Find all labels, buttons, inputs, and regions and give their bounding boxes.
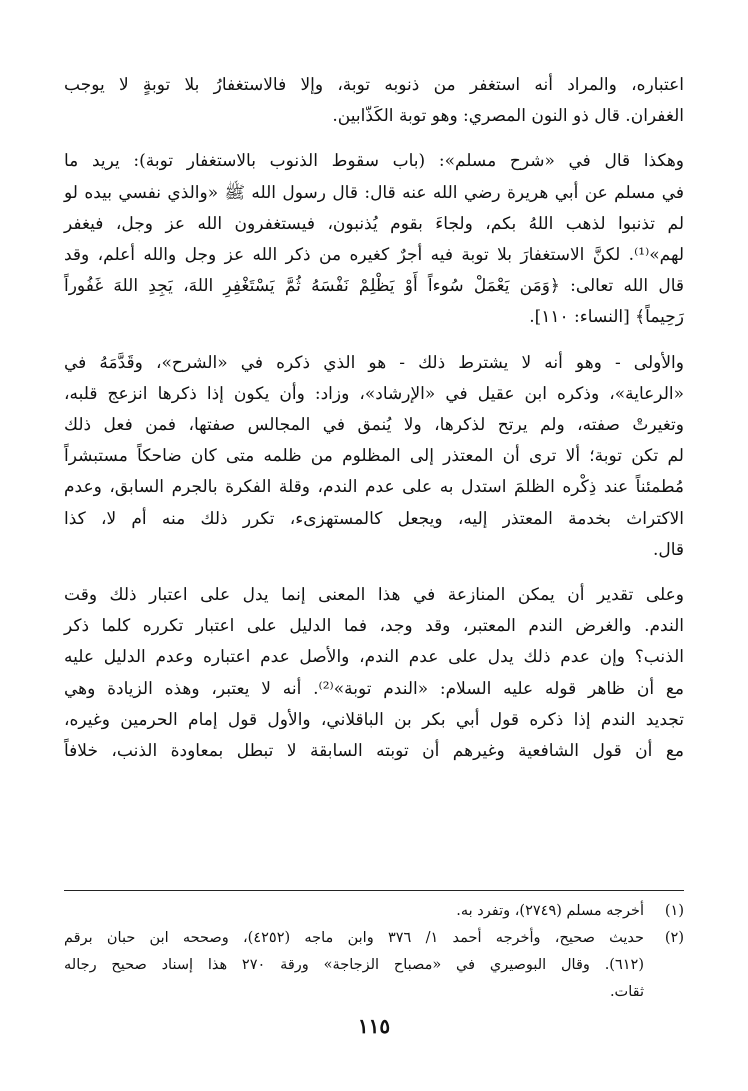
paragraph [64,70,684,132]
text-line: لهم»⁽¹⁾. لكنَّ الاستغفارَ بلا توبة فيه أجرٌ كغيره من ذكر الله عز وجل والله أعلم، وقد [64,245,684,266]
footnote [64,925,684,1006]
text-line: لم تذنبوا لذهب اللهُ بكم، ولجاءَ بقوم يُذنبون، فيستغفرون الله عز وجل، فيغفر [64,213,684,234]
main-text [64,70,684,781]
text-line: مع أن قول الشافعية وغيرهم أن توبته السابقة لا تبطل بمعاودة الذنب، خلافاً [64,741,684,762]
paragraph [64,348,684,566]
text-line: لم تكن توبة؛ ألا ترى أن المعتذر إلى المظلوم من ظلمه متى كان ضاحكاً مستبشراً [64,446,684,467]
footnote [64,898,684,925]
paragraph [64,146,684,333]
footnote-text [64,898,644,925]
text-line: والأولى - وهو أنه لا يشترط ذلك - هو الذي ذكره في «الشرح»، وقَدَّمَهُ في [64,352,684,373]
paragraph [64,580,684,767]
text-line: وعلى تقدير أن يمكن المنازعة في هذا المعنى إنما يدل على اعتبار ذلك وقت [64,585,684,606]
page-number: ١١٥ [357,1014,391,1038]
footnote-number: (١) [664,903,684,919]
text-line: في مسلم عن أبي هريرة رضي الله عنه قال: قال رسول الله ﷺ «والذي نفسي بيده لو [64,182,684,203]
text-line: مُطمئناً عند ذِكْره الظلمَ استدل به على عدم الندم، وقلة الفكرة بالجرم السابق، وعدم [64,477,684,498]
text-line: اعتباره، والمراد أنه استغفر من ذنوبه توبة، وإلا فالاستغفارُ بلا توبةٍ لا يوجب [64,75,684,95]
footnote-line: أخرجه مسلم (٢٧٤٩)، وتفرد به. [456,903,644,919]
text-line: وهكذا قال في «شرح مسلم»: (باب سقوط الذنوب بالاستغفار توبة): يريد ما [64,151,684,172]
text-line: الندم. والغرض الندم المعتبر، وقد وجد، فما الدليل على اعتبار تكرره كلما ذكر [64,616,684,637]
text-line: «الرعاية»، وذكره ابن عقيل في «الإرشاد»، وزاد: وأن يكون إذا ذكرها انزعج قلبه، [64,383,684,404]
text-line: الذنب؟ وإن عدم ذلك يدل على عدم الندم، والأصل عدم اعتباره وعدم الدليل عليه [64,647,684,668]
quran-verse-line: رَحِيماً﴾ [النساء: ١١٠]. [529,307,684,328]
quran-verse-line: قال الله تعالى: ﴿وَمَن يَعْمَلْ سُوءاً أَوْ يَظْلِمْ نَفْسَهُ ثُمَّ يَسْتَغْفِرِ اللهَ، يَجِدِ اللهَ غَفُوراً [64,276,684,297]
footnote-divider [64,890,684,891]
footnotes [64,898,684,1006]
text-line: قال. [652,539,684,560]
text-line: وتغيرتْ صفته، ولم يرتح لذكرها، ولا يُنمق في المجالس صفتها، فمن فعل ذلك [64,415,684,436]
text-line: تجديد الندم إذا ذكره قول أبي بكر بن الباقلاني، والأول قول إمام الحرمين وغيره، [64,709,684,730]
footnote-line: (٦١٢). وقال البوصيري في «مصباح الزجاجة» ورقة ٢٧٠ هذا إسناد صحيح رجاله [64,957,645,973]
footnote-line: حديث صحيح، وأخرجه أحمد ١/ ٣٧٦ وابن ماجه (٤٢٥٢)، وصححه ابن حبان برقم [64,930,645,946]
footnote-line: ثقات. [609,984,644,1000]
text-line: مع أن ظاهر قوله عليه السلام: «الندم توبة»⁽²⁾. أنه لا يعتبر، وهذه الزيادة وهي [64,678,684,699]
footnote-number: (٢) [664,930,684,946]
text-line: الاكتراث بخدمة المعتذر إليه، ويجعل كالمستهزىء، تكرر ذلك منه أم لا، كذا [64,508,684,529]
footnote-text [64,925,644,1006]
text-line: الغفران. قال ذو النون المصري: وهو توبة الكَذّابين. [332,106,684,127]
